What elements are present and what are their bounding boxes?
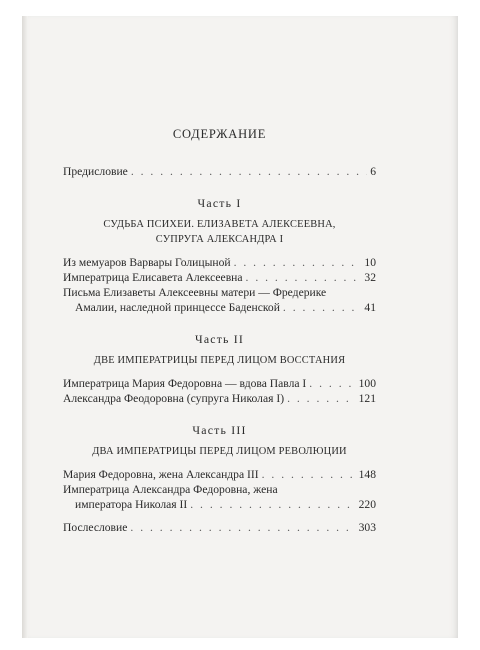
part-3-subtitle: ДВА ИМПЕРАТРИЦЫ ПЕРЕД ЛИЦОМ РЕВОЛЮЦИИ xyxy=(92,446,347,457)
dot-leader xyxy=(234,255,362,270)
toc-title: СОДЕРЖАНИЕ xyxy=(172,127,267,141)
toc-page-number: 100 xyxy=(358,377,376,390)
toc-page-number: 220 xyxy=(358,498,376,511)
toc-page-number: 6 xyxy=(370,165,376,178)
toc-entry-label: Послесловие xyxy=(63,521,128,534)
dot-leader xyxy=(246,270,362,285)
toc-entry xyxy=(63,391,376,406)
part-1-heading: Часть I xyxy=(197,196,242,210)
toc-entry-label: Александра Феодоровна (супруга Николая I) xyxy=(63,392,285,405)
table-of-contents xyxy=(63,113,376,535)
part-1-subtitle-line-2: СУПРУГА АЛЕКСАНДРА I xyxy=(155,234,284,245)
dot-leader xyxy=(190,497,355,512)
part-2-subtitle: ДВЕ ИМПЕРАТРИЦЫ ПЕРЕД ЛИЦОМ ВОССТАНИЯ xyxy=(93,355,346,366)
toc-entry-label: Из мемуаров Варвары Голицыной xyxy=(63,256,231,269)
toc-page-number: 41 xyxy=(364,301,376,314)
toc-entry-letters-line-1: Письма Елизаветы Алексеевны матери — Фредерике xyxy=(63,286,327,299)
toc-entry-label: Императрица Елисавета Алексеевна xyxy=(63,271,243,284)
toc-entry xyxy=(63,270,376,285)
dot-leader xyxy=(130,520,355,535)
toc-entry-label: императора Николая II xyxy=(75,498,188,511)
part-2-heading: Часть II xyxy=(194,332,245,346)
dot-leader xyxy=(287,391,356,406)
dot-leader xyxy=(309,376,355,391)
dot-leader xyxy=(262,467,356,482)
toc-entry-label: Амалии, наследной принцессе Баденской xyxy=(75,301,280,314)
toc-entry xyxy=(63,376,376,391)
part-1-subtitle xyxy=(63,217,376,247)
toc-entry-empress-line-2 xyxy=(63,497,376,512)
toc-entry-label: Императрица Мария Федоровна — вдова Павла I xyxy=(63,377,307,390)
toc-entry-preface xyxy=(63,164,376,179)
toc-page-number: 121 xyxy=(358,392,376,405)
toc-entry-label: Предисловие xyxy=(63,165,128,178)
toc-entry xyxy=(63,255,376,270)
dot-leader xyxy=(283,300,361,315)
part-1-subtitle-line-1: СУДЬБА ПСИХЕИ. ЕЛИЗАВЕТА АЛЕКСЕЕВНА, xyxy=(103,219,336,230)
toc-entry-letters-line-2 xyxy=(63,300,376,315)
toc-page-number: 148 xyxy=(358,468,376,481)
toc-page-number: 32 xyxy=(364,271,376,284)
page-spine-shadow xyxy=(22,16,28,638)
toc-entry-label: Мария Федоровна, жена Александра III xyxy=(63,468,259,481)
toc-entry-empress-line-1: Императрица Александра Федоровна, жена xyxy=(63,483,278,496)
toc-entry xyxy=(63,467,376,482)
toc-entry-afterword xyxy=(63,520,376,535)
dot-leader xyxy=(131,164,367,179)
part-3-heading: Часть III xyxy=(192,423,247,437)
toc-page-number: 303 xyxy=(358,521,376,534)
toc-page-number: 10 xyxy=(364,256,376,269)
